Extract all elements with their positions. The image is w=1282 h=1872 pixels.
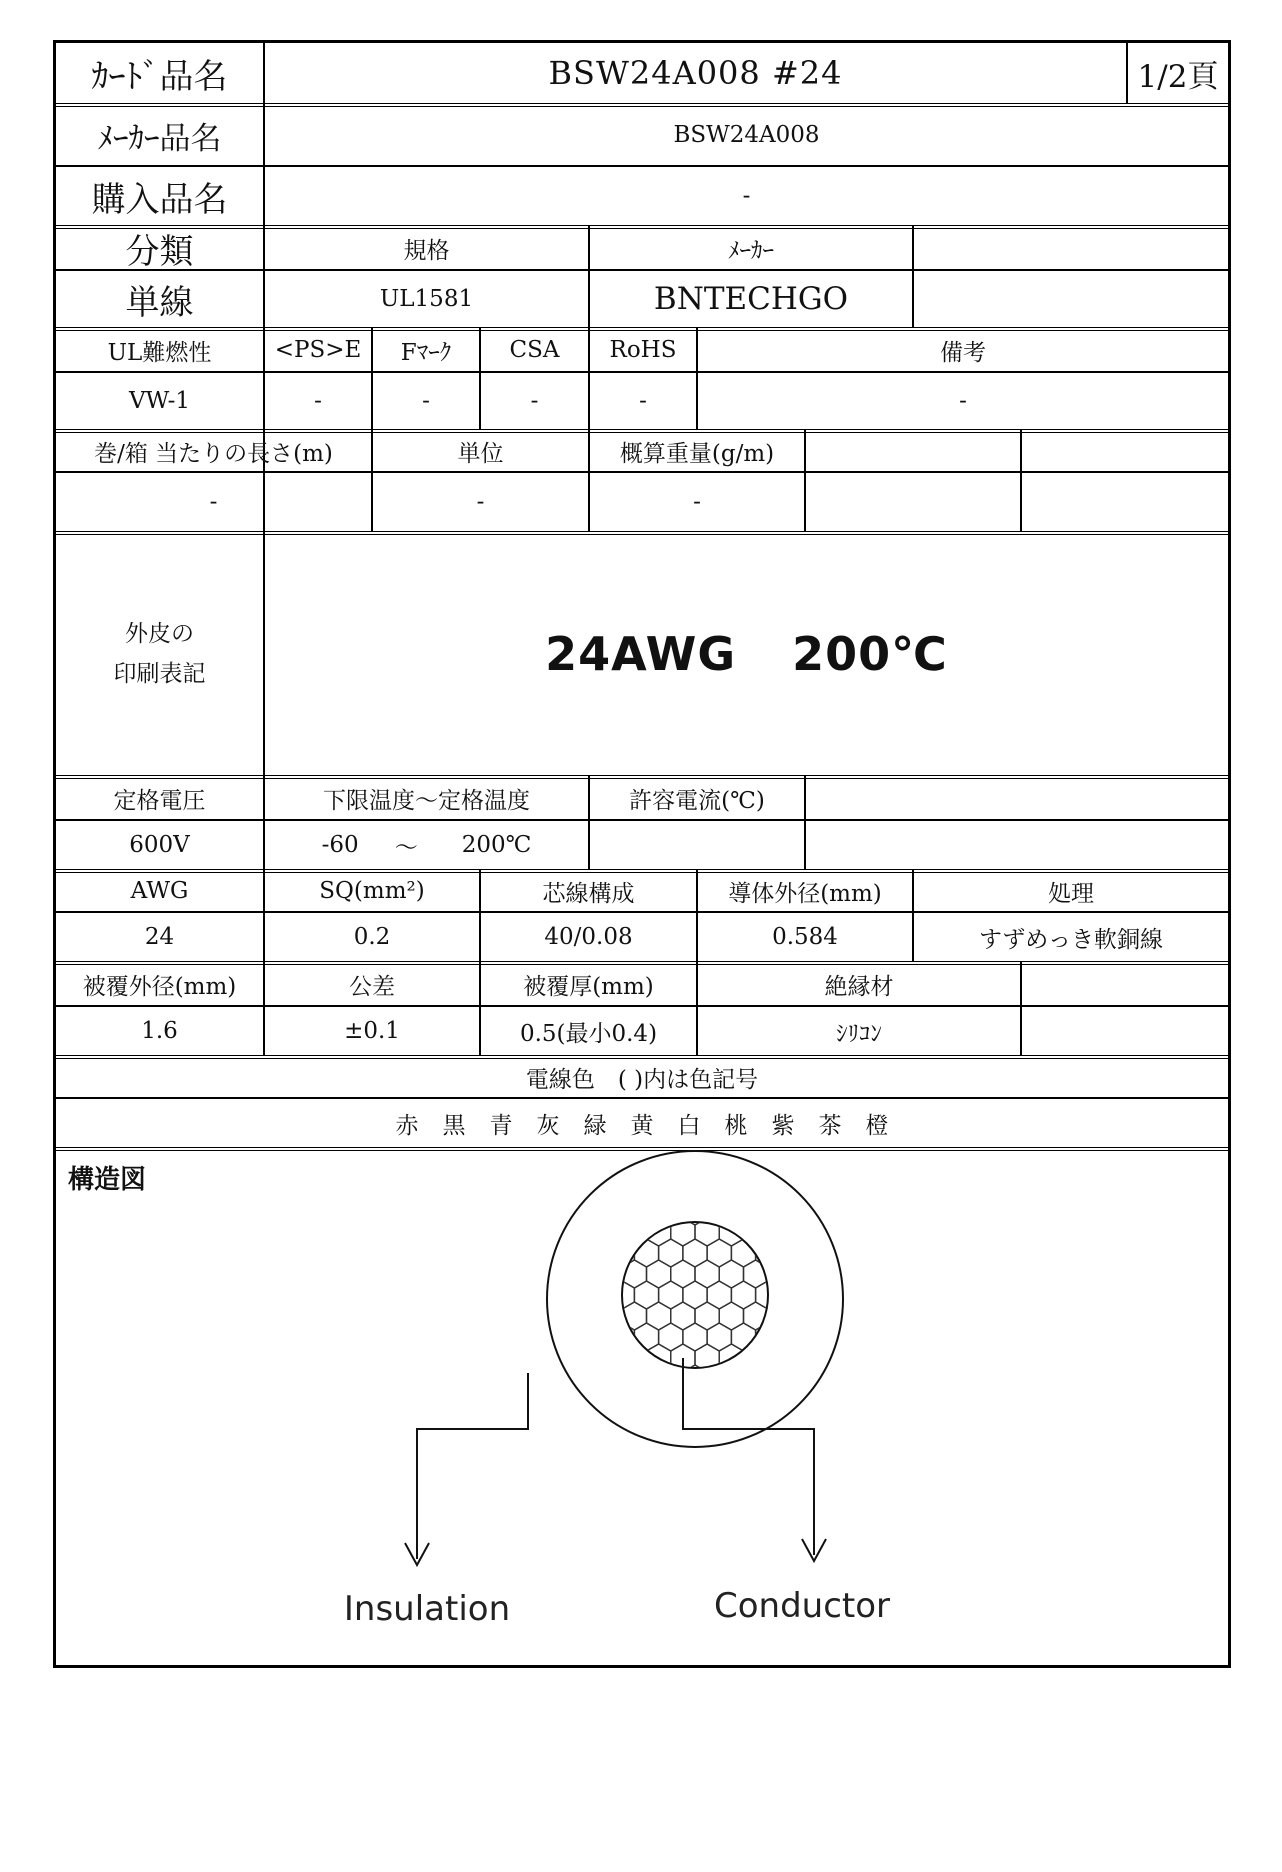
print-temp: 200℃	[792, 627, 948, 681]
strand-label: 芯線構成	[542, 880, 635, 907]
insulation-material-label: 絶縁材	[824, 973, 894, 1000]
card-name-label: ｶｰﾄﾞ品名	[91, 56, 228, 97]
weight-value: -	[693, 489, 701, 515]
strand-hexagon	[659, 1197, 683, 1225]
cert-value: VW-1	[129, 388, 190, 414]
color-item: 茶	[818, 1112, 842, 1139]
color-item: 黄	[630, 1112, 654, 1139]
print-label-line2: 印刷表記	[113, 661, 206, 687]
maker-value: BNTECHGO	[653, 281, 849, 317]
color-item: 白	[677, 1112, 701, 1139]
weight-label: 概算重量(g/m)	[619, 440, 775, 467]
cert-header: <PS>E	[274, 337, 362, 363]
strand-hexagon	[707, 1365, 731, 1393]
color-item: 灰	[536, 1112, 560, 1139]
color-item: 青	[489, 1112, 513, 1139]
print-marking-value	[265, 533, 1228, 775]
standard-label: 規格	[403, 237, 450, 264]
conductor-od-label: 導体外径(mm)	[728, 880, 882, 907]
cert-header: Fﾏｰｸ	[400, 339, 452, 366]
purchase-part-label: 購入品名	[91, 179, 228, 220]
col-divider	[1020, 429, 1022, 531]
remarks-value: -	[959, 388, 967, 414]
color-item: 緑	[583, 1112, 607, 1139]
color-item: 橙	[865, 1112, 889, 1139]
structure-label: 構造図	[68, 1165, 147, 1195]
maker-part-value: BSW24A008	[673, 122, 820, 148]
temp-range-value	[265, 821, 588, 869]
cert-value: -	[530, 388, 539, 414]
print-marking-label	[56, 533, 263, 775]
print-awg: 24AWG	[545, 627, 737, 681]
sq-value: 0.2	[353, 924, 391, 950]
rated-voltage-label: 定格電圧	[113, 787, 206, 814]
strand-hexagon	[610, 1323, 634, 1351]
print-label-line1: 外皮の	[125, 621, 194, 647]
temp-high: 200℃	[461, 832, 532, 858]
insulation-od-label: 被覆外径(mm)	[82, 973, 237, 1000]
color-item: 桃	[724, 1112, 748, 1139]
strand-value: 40/0.08	[544, 924, 633, 950]
tolerance-value: ±0.1	[344, 1018, 400, 1044]
cert-header: UL難燃性	[107, 339, 212, 366]
insulation-thickness-value: 0.5(最小0.4)	[519, 1020, 658, 1047]
cert-header: CSA	[509, 337, 560, 363]
strand-hexagon	[622, 1344, 646, 1372]
conductor-circle	[622, 1222, 768, 1368]
strand-hexagon	[598, 1260, 622, 1288]
color-item: 赤	[395, 1112, 419, 1139]
tolerance-label: 公差	[349, 973, 395, 1000]
awg-label: AWG	[130, 878, 189, 904]
card-name-value: BSW24A008 #24	[548, 54, 843, 92]
insulation-label: Insulation	[343, 1589, 511, 1629]
wire-cross-section-diagram	[56, 1147, 1228, 1667]
insulation-leader-line	[417, 1373, 528, 1559]
classification-value: 単線	[125, 282, 194, 323]
treatment-label: 処理	[1048, 880, 1094, 907]
rated-voltage-value: 600V	[129, 832, 190, 858]
conductor-od-value: 0.584	[772, 924, 838, 950]
temp-low: -60	[321, 832, 359, 858]
strand-hexagon	[768, 1302, 792, 1330]
color-item: 黒	[442, 1112, 466, 1139]
cert-value: -	[314, 388, 322, 414]
col-divider	[912, 225, 914, 327]
col-divider	[804, 429, 806, 531]
purchase-part-value: -	[742, 183, 751, 209]
insulation-od-value: 1.6	[141, 1018, 178, 1044]
strand-hexagon	[768, 1260, 792, 1288]
col-divider	[804, 775, 806, 869]
insulation-material-value: ｼﾘｺﾝ	[836, 1020, 882, 1047]
allowable-current-value	[590, 821, 804, 869]
temp-separator: ～	[394, 834, 418, 861]
wire-color-label: 電線色 ( )内は色記号	[525, 1066, 759, 1093]
spec-sheet	[53, 40, 1231, 1668]
color-item: 紫	[771, 1112, 795, 1139]
strand-hexagon	[744, 1344, 768, 1372]
strand-hexagon	[744, 1218, 768, 1246]
strand-hexagon	[622, 1218, 646, 1246]
sq-label: SQ(mm²)	[319, 878, 425, 904]
temp-range-label: 下限温度～定格温度	[323, 787, 530, 814]
col-divider	[1020, 961, 1022, 1055]
strand-hexagon	[659, 1365, 683, 1393]
strand-hexagon	[683, 1197, 707, 1225]
cert-value: -	[422, 388, 430, 414]
maker-part-label: ﾒｰｶｰ品名	[97, 120, 222, 157]
strand-hexagon	[756, 1323, 780, 1351]
maker-label: ﾒｰｶｰ	[728, 237, 774, 264]
wire-color-list	[56, 1099, 1228, 1147]
treatment-value: すずめっき軟銅線	[979, 926, 1163, 953]
awg-value: 24	[144, 924, 175, 950]
cert-header: RoHS	[609, 337, 677, 363]
conductor-label: Conductor	[713, 1586, 891, 1626]
allowable-current-label: 許容電流(℃)	[629, 787, 765, 814]
length-per-reel-label: 巻/箱 当たりの長さ(m)	[94, 440, 333, 467]
classification-label: 分類	[125, 231, 194, 272]
insulation-thickness-label: 被覆厚(mm)	[523, 973, 654, 1000]
cert-value: -	[639, 388, 647, 414]
unit-value: -	[476, 489, 485, 515]
unit-label: 単位	[457, 440, 504, 467]
strand-hexagon	[683, 1365, 707, 1393]
remarks-header: 備考	[940, 339, 986, 366]
page-number: 1/2頁	[1137, 58, 1219, 95]
strand-hexagon	[598, 1302, 622, 1330]
strand-hexagon	[707, 1197, 731, 1225]
conductor-leader-line	[683, 1358, 814, 1555]
standard-value: UL1581	[379, 286, 474, 312]
length-per-reel-value: -	[209, 489, 218, 515]
